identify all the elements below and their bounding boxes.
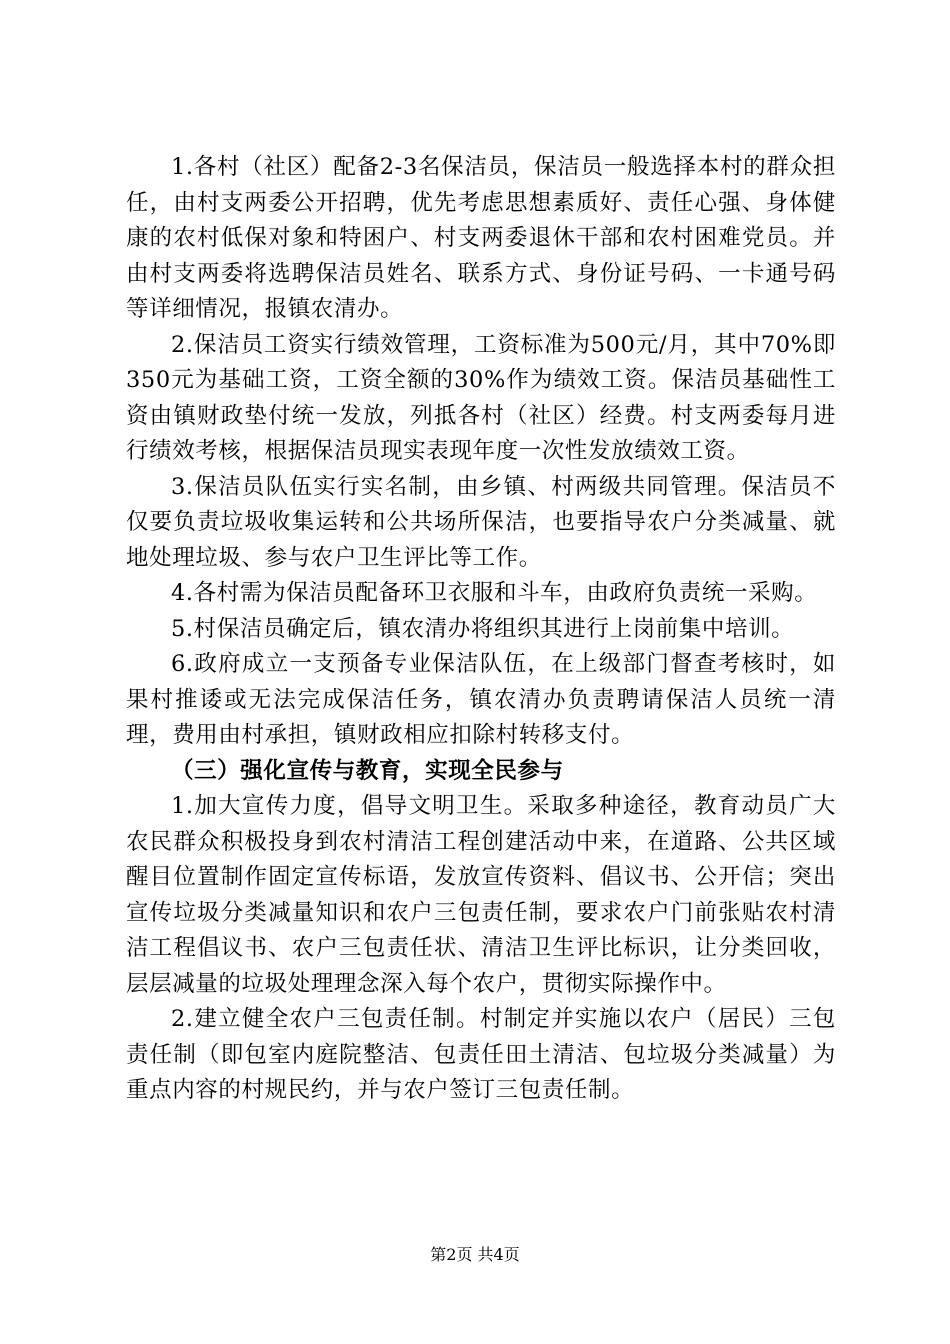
paragraph-1: 1.各村（社区）配备2-3名保洁员，保洁员一般选择本村的群众担任，由村支两委公开招聘，优先考虑思想素质好、责任心强、身体健康的农村低保对象和特困户、村支两委退休干部和农村困难党员。并由村支两委将选聘保洁员姓名、联系方式、身份证号码、一卡通号码等详细情况，报镇农清办。: [126, 154, 836, 322]
paragraph-5: 5.村保洁员确定后，镇农清办将组织其进行上岗前集中培训。: [171, 615, 795, 642]
page-number: 第2页: [430, 1245, 473, 1264]
paragraph-6: 6.政府成立一支预备专业保洁队伍，在上级部门督查考核时，如果村推诿或无法完成保洁任务，镇农清办负责聘请保洁人员统一清理，费用由村承担，镇财政相应扣除村转移支付。: [126, 651, 836, 748]
document-body: [126, 150, 836, 1109]
page-footer: [0, 1244, 950, 1266]
section-paragraph-2: 2.建立健全农户三包责任制。村制定并实施以农户（居民）三包责任制（即包室内庭院整洁、包责任田土清洁、包垃圾分类减量）为重点内容的村规民约，并与农户签订三包责任制。: [126, 1006, 836, 1103]
paragraph-3: 3.保洁员队伍实行实名制，由乡镇、村两级共同管理。保洁员不仅要负责垃圾收集运转和公共场所保洁，也要指导农户分类减量、就地处理垃圾、参与农户卫生评比等工作。: [126, 473, 836, 571]
paragraph-2: 2.保洁员工资实行绩效管理，工资标准为500元/月，其中70%即350元为基础工资，工资全额的30%作为绩效工资。保洁员基础性工资由镇财政垫付统一发放，列抵各村（社区）经费。村支两委每月进行绩效考核，根据保洁员现实表现年度一次性发放绩效工资。: [126, 331, 836, 464]
section-paragraph-1: 1.加大宣传力度，倡导文明卫生。采取多种途径，教育动员广大农民群众积极投身到农村清洁工程创建活动中来，在道路、公共区域醒目位置制作固定宣传标语，发放宣传资料、倡议书、公开信；突出宣传垃圾分类减量知识和农户三包责任制，要求农户门前张贴农村清洁工程倡议书、农户三包责任状、清洁卫生评比标识，让分类回收，层层减量的垃圾处理理念深入每个农户，贯彻实际操作中。: [126, 793, 836, 997]
paragraph-4: 4.各村需为保洁员配备环卫衣服和斗车，由政府负责统一采购。: [171, 580, 818, 606]
page-total: 共4页: [477, 1245, 520, 1264]
section-heading: （三）强化宣传与教育，实现全民参与: [171, 757, 564, 784]
